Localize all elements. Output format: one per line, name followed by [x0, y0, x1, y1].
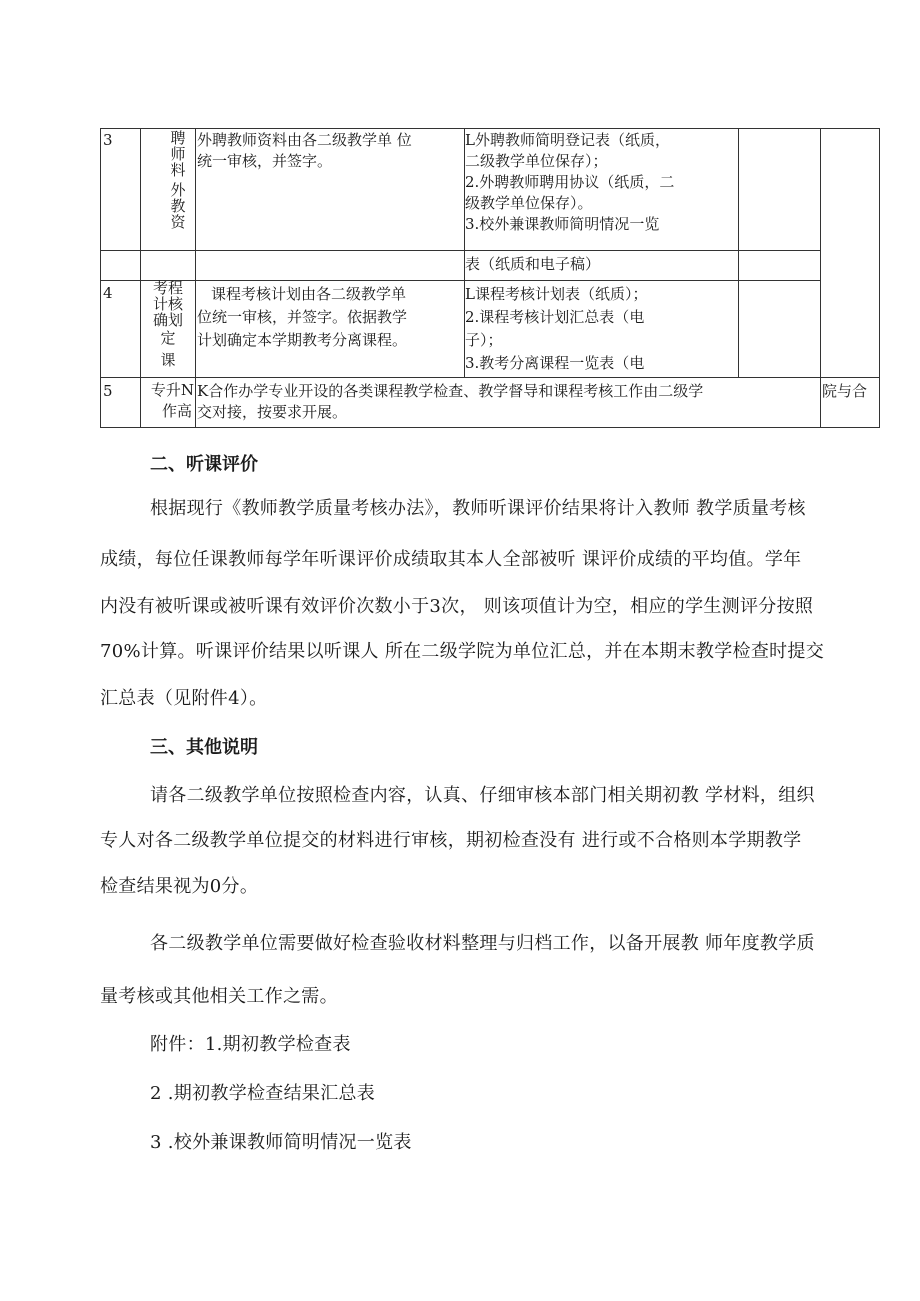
table-row-divider — [100, 250, 820, 251]
requirement-cell — [197, 283, 463, 352]
table-col-divider — [738, 128, 739, 377]
item-cell — [167, 130, 189, 230]
item-text: 专升N — [150, 381, 194, 399]
row-number: 4 — [103, 284, 113, 302]
item-text: 考程 — [152, 280, 183, 297]
item-text: 资 — [170, 213, 186, 230]
materials-cell — [465, 283, 737, 375]
materials-text: 级教学单位保存）。 — [465, 194, 593, 212]
item-cell — [142, 280, 194, 368]
paragraph-line: 各二级教学单位需要做好检查验收材料整理与归档工作，以备开展教 师年度教学质 — [150, 933, 815, 954]
paragraph-line: 70%计算。听课评价结果以听课人 所在二级学院为单位汇总，并在本期末教学检查时提交 — [100, 641, 825, 662]
materials-cell — [465, 130, 737, 235]
requirement-text: 课程考核计划由各二级教学单 — [211, 285, 407, 303]
department-cell: 院与合 — [822, 382, 868, 400]
requirement-text: 统一审核，并签字。 — [197, 152, 333, 170]
table-border-right — [879, 128, 880, 428]
table-border-top — [100, 128, 880, 129]
materials-text: 二级教学单位保存）； — [465, 152, 608, 170]
section-heading: 二、听课评价 — [150, 454, 258, 475]
table-row-divider — [100, 377, 880, 378]
section-heading: 三、其他说明 — [150, 737, 258, 758]
requirement-cell — [197, 381, 819, 427]
row-number: 3 — [103, 131, 113, 149]
materials-text: 2.课程考核计划汇总表（电 — [465, 308, 645, 326]
table-col-divider — [820, 128, 821, 428]
paragraph-line: 检查结果视为0分。 — [100, 876, 259, 897]
paragraph-line: 量考核或其他相关工作之需。 — [100, 986, 338, 1007]
materials-text: 子）； — [465, 331, 503, 349]
item-text: 教 — [170, 197, 186, 215]
item-text: 聘 — [170, 130, 186, 147]
item-text: 师 — [170, 145, 186, 163]
paragraph-line: 专人对各二级教学单位提交的材料进行审核，期初检查没有 进行或不合格则本学期教学 — [100, 830, 802, 851]
item-text: 确划 — [152, 311, 183, 329]
paragraph-line: 成绩，每位任课教师每学年听课评价成绩取其本人全部被听 课评价成绩的平均值。学年 — [100, 549, 802, 570]
materials-text: 表（纸质和电子稿） — [465, 255, 601, 273]
materials-text: L课程考核计划表（纸质）； — [465, 285, 648, 303]
item-text: 课 — [160, 351, 176, 368]
item-text: 定 — [160, 329, 176, 347]
item-cell — [142, 380, 194, 422]
requirement-text: 计划确定本学期教考分离课程。 — [197, 331, 408, 349]
materials-text: 3.教考分离课程一览表（电 — [465, 354, 645, 372]
paragraph-line: 根据现行《教师教学质量考核办法》，教师听课评价结果将计入教师 教学质量考核 — [150, 498, 806, 519]
requirement-text: 交对接，按要求开展。 — [197, 403, 348, 421]
materials-text: L外聘教师简明登记表（纸质， — [465, 131, 670, 149]
attachment-item: 2 .期初教学检查结果汇总表 — [150, 1083, 376, 1104]
attachment-item: 附件：1.期初教学检查表 — [150, 1034, 351, 1055]
inspection-table — [100, 128, 880, 428]
table-border-left — [100, 128, 101, 428]
table-col-divider — [140, 128, 141, 428]
materials-text: 3.校外兼课教师简明情况一览 — [465, 215, 660, 233]
attachment-item: 3 .校外兼课教师简明情况一览表 — [150, 1132, 412, 1153]
item-text: 外 — [170, 181, 186, 199]
table-border-bottom — [100, 427, 880, 428]
requirement-text: 外聘教师资料由各二级教学单 位 — [197, 131, 412, 149]
materials-text: 2.外聘教师聘用协议（纸质，二 — [465, 173, 675, 191]
paragraph-line: 请各二级教学单位按照检查内容，认真、仔细审核本部门相关期初教 学材料，组织 — [150, 785, 815, 806]
row-number: 5 — [103, 382, 113, 400]
requirement-cell — [197, 130, 463, 172]
table-col-divider — [195, 128, 196, 428]
item-text: 作高 — [161, 402, 192, 420]
item-text: 料 — [170, 161, 186, 179]
requirement-text: 位统一审核，并签字。依据教学 — [197, 308, 408, 326]
requirement-text: K合作办学专业开设的各类课程教学检查、教学督导和课程考核工作由二级学 — [197, 382, 704, 400]
paragraph-line: 汇总表（见附件4）。 — [100, 688, 268, 709]
table-row-divider — [100, 280, 820, 281]
paragraph-line: 内没有被听课或被听课有效评价次数小于3次， 则该项值计为空，相应的学生测评分按照 — [100, 596, 814, 617]
item-text: 计核 — [152, 295, 183, 313]
